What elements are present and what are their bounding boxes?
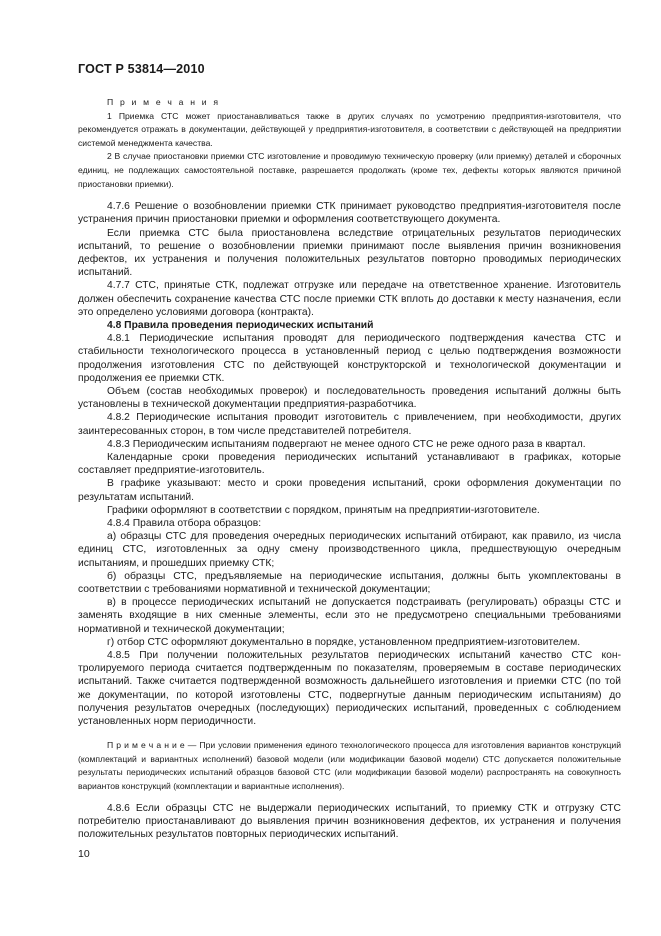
note-item: 1 Приемка СТС может приостанавливаться также в других случаях по усмотрению предприятия-изготовителя, что рекомендуется отражать в документации, действующей у предприятия-изготовителя, в соответствии с действующей на предприятии системой менеджмента качества. (78, 110, 621, 148)
list-item: б) образцы СТС, предъявляемые на периодические испытания, должны быть укомплектованы в соответствии с требованиями нормативной и технической документации; (78, 570, 621, 596)
notes-block (78, 96, 621, 191)
paragraph: 4.8.1 Периодические испытания проводят для периодического подтверждения качества СТС и стабильности технологического процесса в установленный период с целью подтверждения возможности продолжения изготовления СТС по действующей конструкторской и технологической документации и продолжения ее приемки СТК. (78, 333, 621, 384)
list-item: в) в процессе периодических испытаний не допускается подстраивать (регулировать) образцы СТС и заменять входящие в них сменные элементы, если это не предусмотрено специальными требованиями нормативной и технической документации; (78, 597, 621, 635)
paragraph: 4.7.7 СТС, принятые СТК, подлежат отгрузке или передаче на ответственное хранение. Изготовитель должен обеспечить сохранение качества СТС после приемки СТК вплоть до доставки к месту назначения, если это определено условиями договора (контракта). (78, 280, 621, 318)
note-item: 2 В случае приостановки приемки СТС изготовление и проводимую техническую проверку (или приемку) деталей и сборочных единиц, не подлежащих самостоятельной поставке, разрешается продолжать (кроме тех, дефекты которых являются причиной приостановки приемки). (78, 151, 621, 189)
notes-title: П р и м е ч а н и я (107, 97, 221, 107)
paragraph: 4.8.2 Периодические испытания проводит изготовитель с привлечением, при необходимости, других заинтересованных сторон, в том числе представителей потребителя. (78, 412, 621, 437)
paragraph: 4.8.5 При получении положительных результатов периодических испытаний качество СТС контролируемого периода считается подтвержденным по показателям, проверяемым в составе периодических испытаний. Также считается подтвержденной возможность дальнейшего изготовления и приемки СТС (по той же документации, по которой изготовлены СТС, подвергнутые данным периодическим испытаниям) до получения результатов очередных (последующих) периодических испытаний, проведенных с соблюдением установленных норм периодичности. (78, 650, 621, 728)
paragraph: 4.8.6 Если образцы СТС не выдержали периодических испытаний, то приемку СТК и отгрузку СТС потребителю приостанавливают до выявления причин возникновения дефектов, их устранения и получения положительных результатов повторных периодических испытаний. (78, 802, 621, 841)
paragraph: 4.8.4 Правила отбора образцов: (107, 518, 262, 530)
document-body (78, 200, 621, 841)
paragraph: В графике указывают: место и сроки проведения испытаний, сроки оформления документации по результатам испытаний. (78, 478, 621, 503)
paragraph: Календарные сроки проведения периодических испытаний устанавливают в графиках, которые составляет предприятие-изготовитель. (78, 452, 621, 477)
paragraph: 4.8.3 Периодическим испытаниям подвергают не менее одного СТС не реже одного раза в квартал. (107, 438, 586, 450)
note-text: П р и м е ч а н и е — При условии применения единого технологического процесса для изготовления вариантов конструкций (комплектаций и вариантных исполнений) базовой модели (или модификации базовой модели) СТС допускается положительные результаты периодических испытаний образцов базовой СТС (или модификации базовой модели) распространять на совокупность вариантов конструкций (комплектации и вариантные исполнения). (78, 740, 621, 791)
list-item: г) отбор СТС оформляют документально в порядке, установленном предприятием-изготовителем. (107, 636, 581, 648)
section-title: 4.8 Правила проведения периодических испытаний (107, 319, 374, 331)
note-block (78, 739, 621, 793)
paragraph: Если приемка СТС была приостановлена вследствие отрицательных результатов периодических испытаний, то решение о возобновлении приемки принимают после выявления причин возникновения дефектов, их устранения и получения положительных результатов повторно проводимых периодических испытаний. (78, 227, 621, 279)
page-number: 10 (78, 848, 90, 860)
list-item: а) образцы СТС для проведения очередных периодических испытаний отбирают, как правило, из числа единиц СТС, изготовленных за одну смену производственного цикла, предшествующую очередным испытаниям, и прошедших приемку СТК; (78, 531, 621, 569)
paragraph: 4.7.6 Решение о возобновлении приемки СТК принимает руководство предприятия-изготовителя после устранения причин приостановки приемки и оформления соответствующего документа. (78, 201, 621, 226)
document-header: ГОСТ Р 53814—2010 (78, 62, 205, 76)
paragraph: Объем (состав необходимых проверок) и последовательность проведения испытаний должны быть установлены в технической документации предприятия-разработчика. (78, 386, 621, 411)
paragraph: Графики оформляют в соответствии с порядком, принятым на предприятии-изготовителе. (107, 504, 540, 516)
